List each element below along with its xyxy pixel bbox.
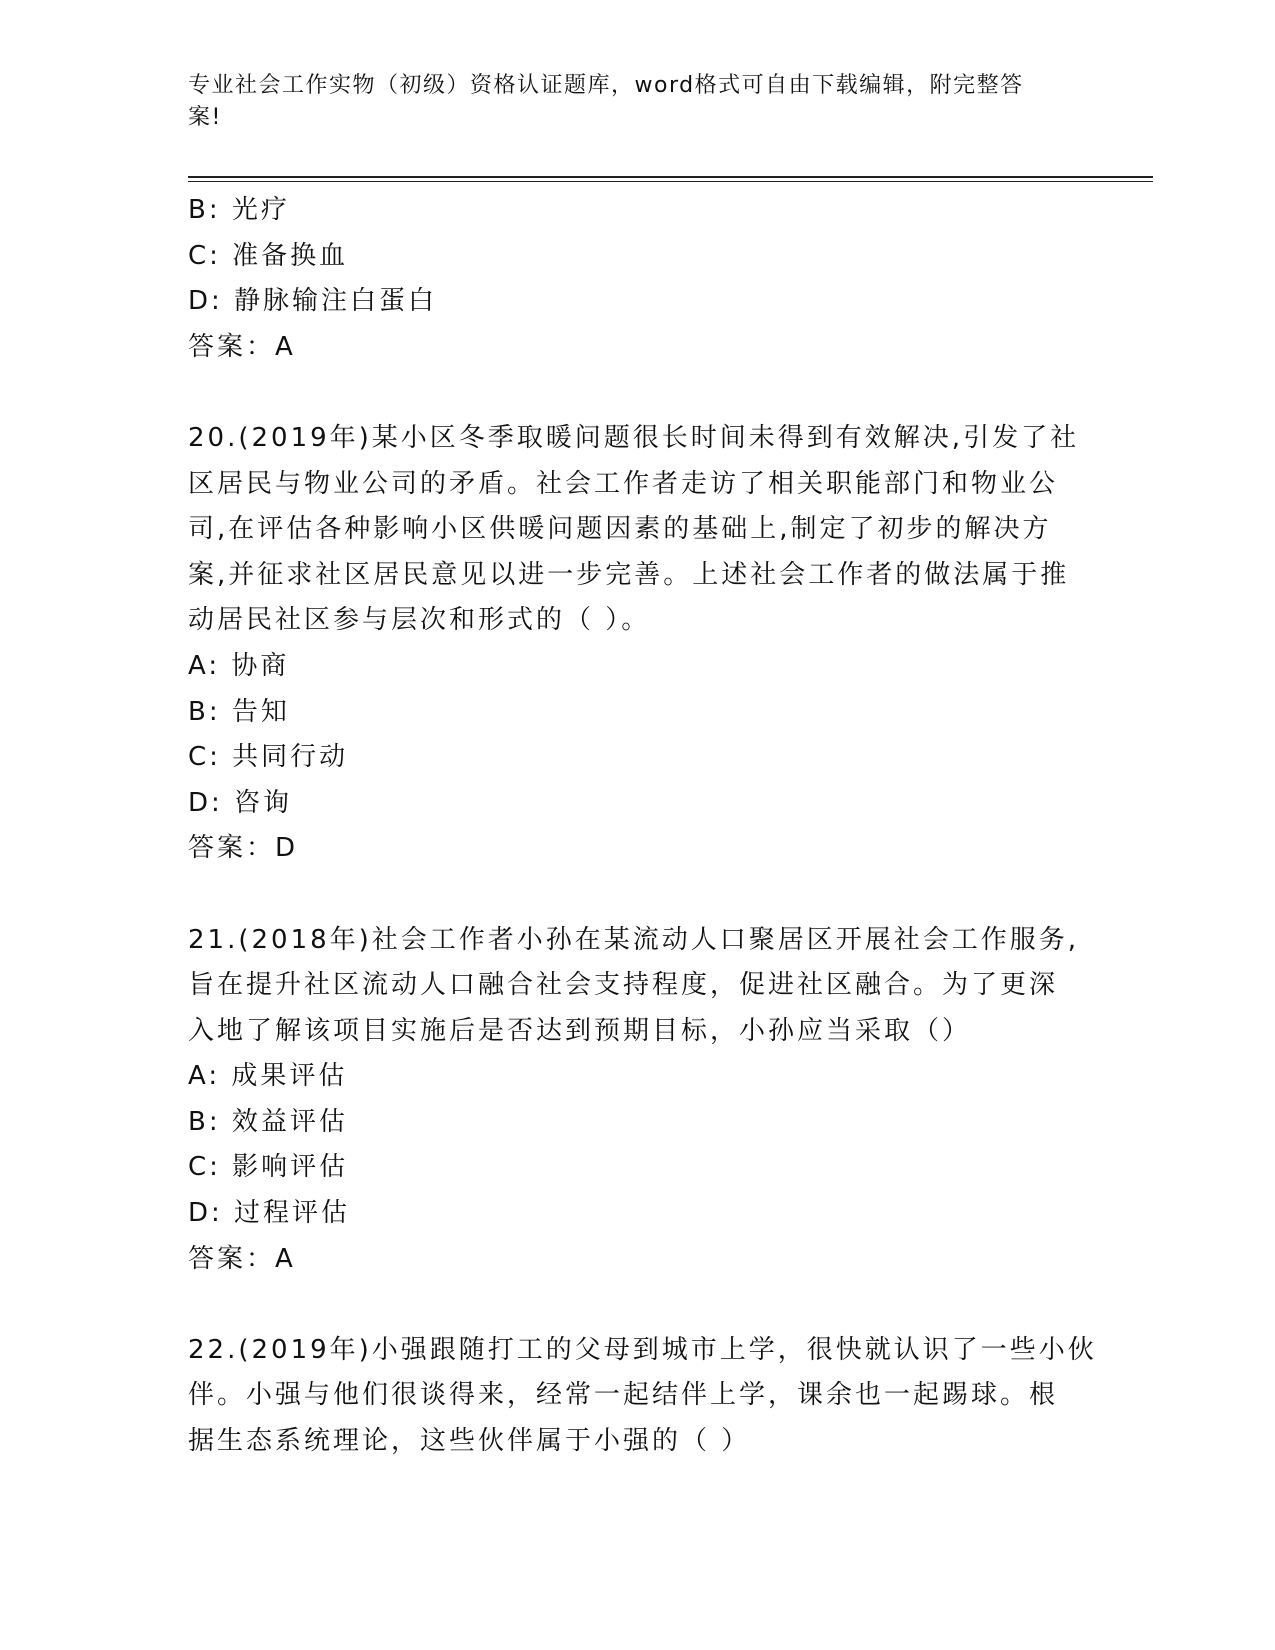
option-c: C: 影响评估 <box>188 1152 349 1183</box>
answer: 答案：A <box>188 1243 296 1274</box>
option-d: D: 咨询 <box>188 787 293 818</box>
header-rule-thick <box>188 176 1153 178</box>
question-text-line: 入地了解该项目实施后是否达到预期目标，小孙应当采取（） <box>188 1015 972 1046</box>
option-d: D: 静脉输注白蛋白 <box>188 286 438 317</box>
option-b: B: 效益评估 <box>188 1106 348 1137</box>
option-c: C: 共同行动 <box>188 742 349 773</box>
option-c: C: 准备换血 <box>188 240 349 271</box>
question-text-line: 伴。小强与他们很谈得来，经常一起结伴上学，课余也一起踢球。根 <box>188 1380 1059 1411</box>
question-21 <box>188 918 1088 1283</box>
question-content <box>188 188 1097 1465</box>
header-line-1: 专业社会工作实物（初级）资格认证题库，word格式可自由下载编辑，附完整答 <box>188 73 1024 98</box>
question-text-line: 旨在提升社区流动人口融合社会支持程度，促进社区融合。为了更深 <box>188 970 1059 1001</box>
document-header <box>188 70 1068 134</box>
question-text-line: 区居民与物业公司的矛盾。社会工作者走访了相关职能部门和物业公 <box>188 468 1059 499</box>
option-b: B: 告知 <box>188 696 290 727</box>
option-d: D: 过程评估 <box>188 1198 351 1229</box>
question-text-line: 据生态系统理论，这些伙伴属于小强的（ ） <box>188 1426 751 1457</box>
question-text-line: 司,在评估各种影响小区供暖问题因素的基础上,制定了初步的解决方 <box>188 514 1052 545</box>
question-text-line: 20.(2019年)某小区冬季取暖问题很长时间未得到有效解决,引发了社 <box>188 422 1080 453</box>
question-text-line: 22.(2019年)小强跟随打工的父母到城市上学，很快就认识了一些小伙 <box>188 1334 1097 1365</box>
question-text-line: 案,并征求社区居民意见以进一步完善。上述社会工作者的做法属于推 <box>188 559 1070 590</box>
answer: 答案：D <box>188 833 299 864</box>
question-20 <box>188 416 1088 872</box>
option-a: A: 协商 <box>188 650 290 681</box>
question-text-line: 21.(2018年)社会工作者小孙在某流动人口聚居区开展社会工作服务, <box>188 924 1080 955</box>
question-text-line: 动居民社区参与层次和形式的（ ）。 <box>188 605 651 636</box>
option-a: A: 成果评估 <box>188 1061 348 1092</box>
option-b: B: 光疗 <box>188 195 290 225</box>
header-rule-thin <box>188 181 1153 182</box>
question-22 <box>188 1328 1097 1465</box>
header-line-2: 案! <box>188 105 222 130</box>
answer: 答案：A <box>188 331 296 362</box>
question-19-tail <box>188 188 1088 370</box>
